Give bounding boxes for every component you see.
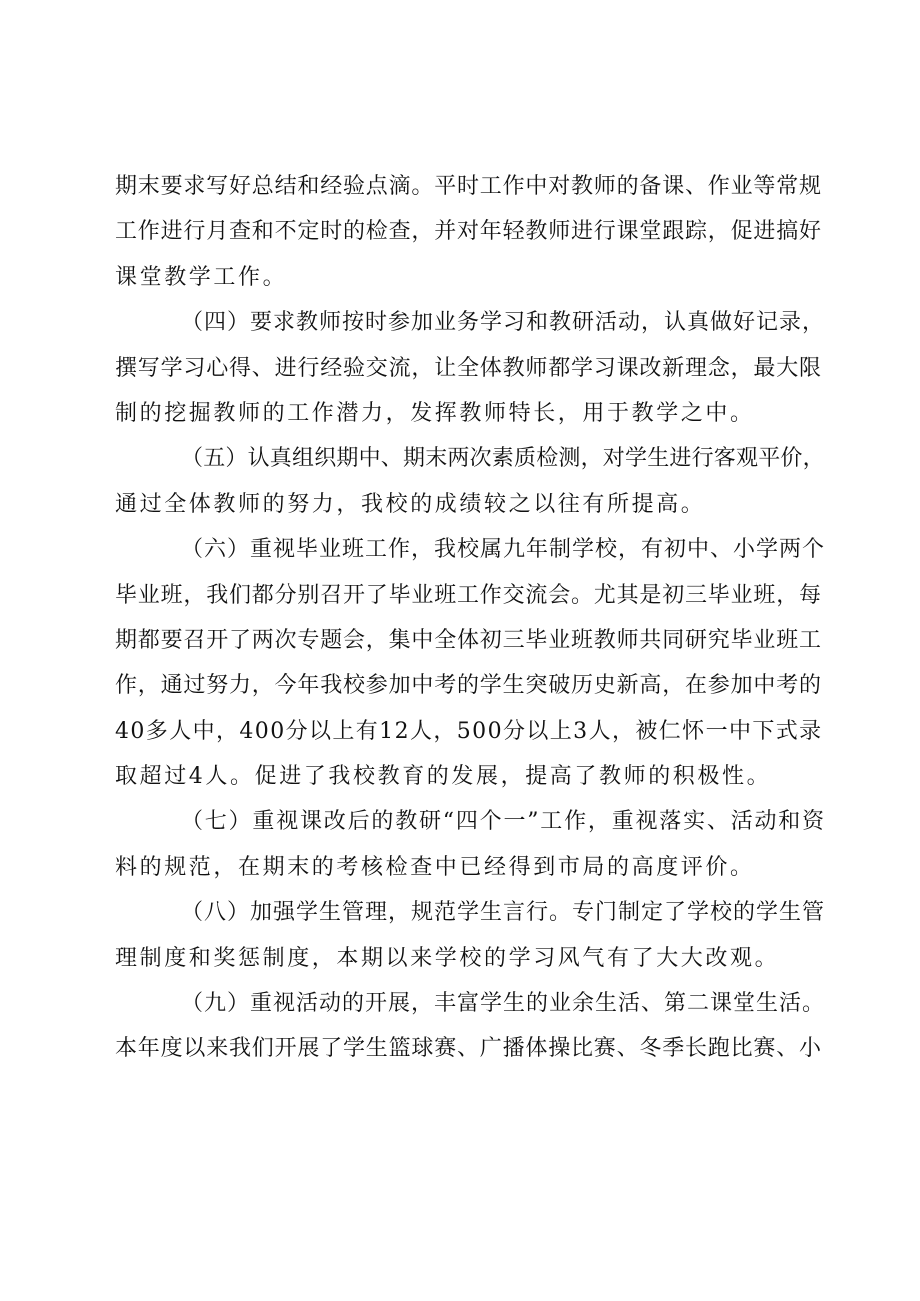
paragraph-4-line-2: 撰写学习心得、进行经验交流，让全体教师都学习课改新理念，最大限 [115, 355, 822, 381]
paragraph-4-line-3: 制的挖掘教师的工作潜力，发挥教师特长，用于教学之中。 [115, 400, 755, 426]
paragraph-6-line-5: 40多人中，400分以上有12人，500分以上3人，被仁怀一中下式录 [115, 718, 823, 744]
paragraph-7-line-2: 料的规范，在期末的考核检查中已经得到市局的高度评价。 [115, 854, 755, 880]
paragraph-6-line-6: 取超过4人。促进了我校教育的发展，提高了教师的积极性。 [115, 764, 772, 790]
text-line-2: 工作进行月查和不定时的检查，并对年轻教师进行课堂跟踪，促进搞好 [115, 219, 822, 245]
paragraph-5-line-2: 通过全体教师的努力，我校的成绩较之以往有所提高。 [115, 491, 706, 517]
paragraph-9-line-1: （九）重视活动的开展，丰富学生的业余生活、第二课堂生活。 [181, 991, 826, 1017]
paragraph-6-line-4: 作，通过努力，今年我校参加中考的学生突破历史新高，在参加中考的 [115, 673, 822, 699]
paragraph-4-line-1: （四）要求教师按时参加业务学习和教研活动，认真做好记录， [181, 310, 826, 336]
paragraph-8-line-2: 理制度和奖惩制度，本期以来学校的学习风气有了大大改观。 [115, 945, 780, 971]
paragraph-6-line-1: （六）重视毕业班工作，我校属九年制学校，有初中、小学两个 [181, 537, 826, 563]
paragraph-8-line-1: （八）加强学生管理，规范学生言行。专门制定了学校的学生管 [181, 900, 826, 926]
paragraph-7-line-1: （七）重视课改后的教研“四个一”工作，重视落实、活动和资 [181, 809, 826, 835]
paragraph-6-line-3: 期都要召开了两次专题会，集中全体初三毕业班教师共同研究毕业班工 [115, 627, 822, 653]
paragraph-9-line-2: 本年度以来我们开展了学生篮球赛、广播体操比赛、冬季长跑比赛、小 [115, 1036, 822, 1062]
paragraph-5-line-1: （五）认真组织期中、期末两次素质检测，对学生进行客观平价， [181, 446, 825, 472]
document-body [115, 164, 827, 1072]
paragraph-6-line-2: 毕业班，我们都分别召开了毕业班工作交流会。尤其是初三毕业班，每 [115, 582, 822, 608]
text-line-3: 课堂教学工作。 [115, 264, 288, 290]
text-line-1: 期末要求写好总结和经验点滴。平时工作中对教师的备课、作业等常规 [115, 174, 822, 199]
